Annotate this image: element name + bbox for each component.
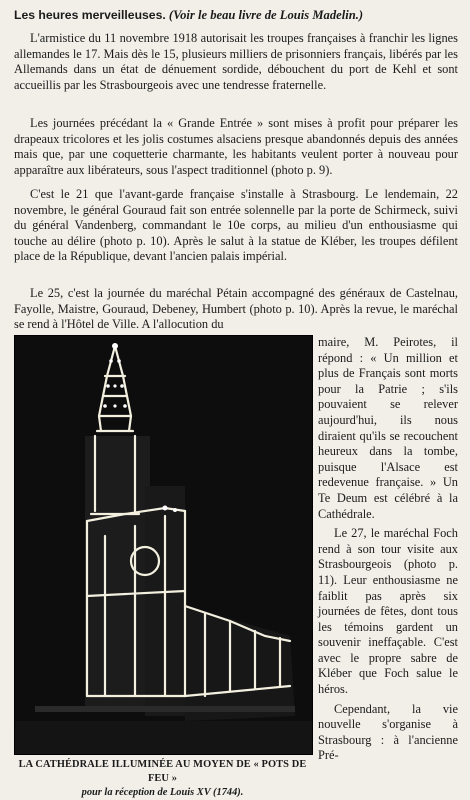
paragraph-preparations: Les journées précédant la « Grande Entrée » sont mises à profit pour préparer les drapeaux tricolores et les jolis costumes alsaciens presque abandonnés depuis des années mais que, par une coquetterie charmante, les habitants veulent porter à nouveau pour apparaître aux libérateurs, sous l'aspect traditionnel (photo p. 9). xyxy=(14,116,458,177)
heading-title: Les heures merveilleuses. xyxy=(14,8,166,22)
caption-line1: LA CATHÉDRALE ILLUMINÉE AU MOYEN DE « POTS DE FEU » xyxy=(18,759,307,784)
column-paragraph-new-life: Cependant, la vie nouvelle s'organise à Strasbourg : à l'ancienne Pré- xyxy=(318,701,458,763)
column-paragraph-mayor: maire, M. Peirotes, il répond : « Un million et plus de Français sont morts pour la Patrie ; s'ils pouvaient se relever aujourd'hui, ils nous diraient qu'ils se recouchent heureux dans la tombe, puisque l'Alsace est redevenue française. » Un Te Deum est célébré à la Cathédrale. xyxy=(318,335,458,521)
cathedral-photo xyxy=(14,335,313,755)
illuminated-cathedral-icon xyxy=(15,336,312,754)
heading-subtitle: (Voir le beau livre de Louis Madelin.) xyxy=(168,8,364,22)
paragraph-entry: C'est le 21 que l'avant-garde française s'installe à Strasbourg. Le lendemain, 22 novembre, le général Gouraud fait son entrée solennelle par la porte de Schirmeck, suivi du général Vandenberg, commandant le 10e corps, au milieu d'un enthousiasme qui touche au délire (photo p. 10). Après le salut à la statue de Kléber, les troupes défilent place de la République, devant l'ancien palais impérial. xyxy=(14,187,458,264)
paragraph-petain: Le 25, c'est la journée du maréchal Pétain accompagné des généraux de Castelnau, Fayolle, Maistre, Gouraud, Debeney, Humbert (photo p. 10). Après la revue, le maréchal se rend à l'Hôtel de Ville. A l'allocution du xyxy=(14,286,458,332)
caption-line2: pour la réception de Louis XV (1744). xyxy=(81,787,244,798)
section-heading xyxy=(14,8,460,23)
right-column xyxy=(318,335,458,764)
paragraph-armistice: L'armistice du 11 novembre 1918 autorisait les troupes françaises à franchir les lignes allemandes le 17. Mais dès le 15, plusieurs milliers de prisonniers français, libérés par les Allemands dans un état de dénuement sordide, débouchent du port de Kehl et sont accueillis par les Strasbourgeois avec une tendresse fraternelle. xyxy=(14,31,458,92)
photo-caption xyxy=(14,758,311,800)
column-paragraph-foch: Le 27, le maréchal Foch rend à son tour visite aux Strasbourgeois (photo p. 11). Leur enthousiasme ne faiblit pas après six journées de fêtes, dont tous les témoins gardent un souvenir ineffaçable. C'est avec le propre sabre de Kléber que Foch salue le héros. xyxy=(318,526,458,697)
